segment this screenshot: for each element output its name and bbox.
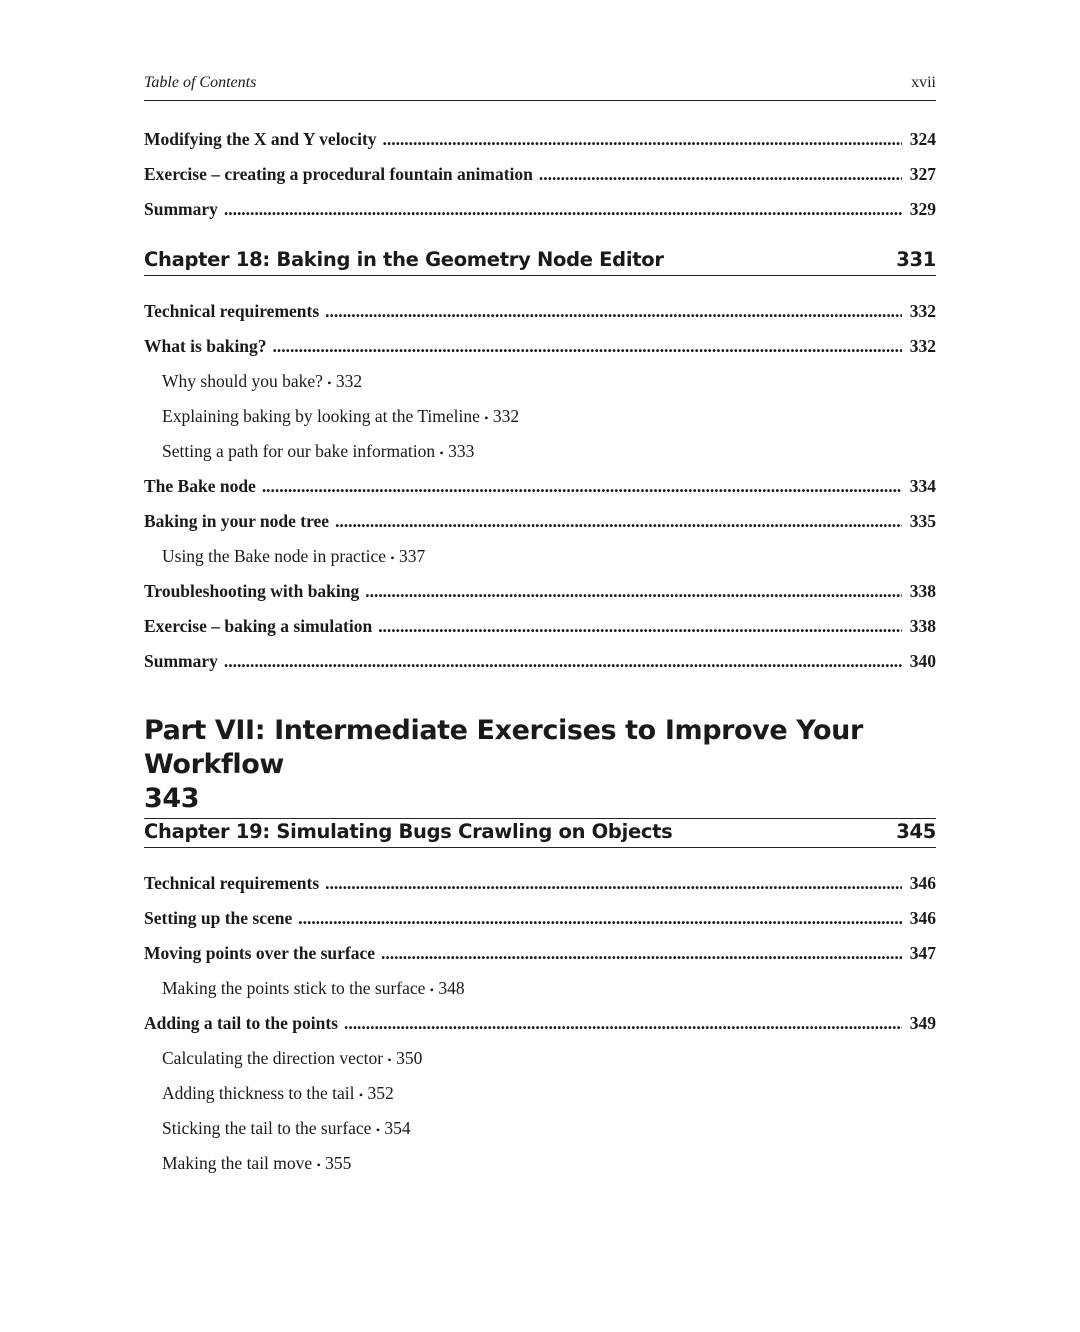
dot-leader	[381, 942, 902, 964]
dot-leader	[344, 1012, 902, 1034]
subentry-title: Setting a path for our bake information	[162, 441, 436, 461]
subentry-title: Calculating the direction vector	[162, 1048, 384, 1068]
subentry-page: 333	[448, 441, 475, 461]
bullet-icon: •	[439, 445, 444, 460]
subentry-page: 337	[398, 546, 426, 566]
page-folio: xvii	[911, 74, 936, 91]
chapter-heading[interactable]	[144, 248, 936, 276]
dot-leader	[383, 128, 902, 150]
entry-title: Adding a tail to the points	[144, 1013, 338, 1033]
toc-entry[interactable]	[144, 615, 936, 637]
subentry-page: 348	[438, 978, 465, 998]
subentry-title: Making the tail move	[162, 1153, 313, 1173]
entry-page: 324	[909, 129, 936, 149]
dot-leader	[273, 335, 902, 357]
subentry-page: 350	[396, 1048, 423, 1068]
entry-title: Summary	[144, 199, 218, 219]
entry-title: Exercise – baking a simulation	[144, 616, 373, 636]
bullet-icon: •	[484, 410, 489, 425]
subentry-title: Sticking the tail to the surface	[162, 1118, 372, 1138]
part-page: 343	[144, 783, 200, 814]
toc-subentry[interactable]	[162, 1047, 422, 1071]
toc-subentry[interactable]	[162, 1152, 351, 1176]
subentry-title: Explaining baking by looking at the Timeline	[162, 406, 480, 426]
bullet-icon: •	[358, 1087, 364, 1102]
toc-entry[interactable]	[144, 650, 936, 672]
subentry-page: 354	[384, 1118, 411, 1138]
dot-leader	[298, 907, 901, 929]
dot-leader	[325, 872, 902, 894]
dot-leader	[378, 615, 902, 637]
running-head	[144, 74, 936, 101]
dot-leader	[224, 198, 902, 220]
entry-page: 338	[909, 616, 936, 636]
chapter-title: Chapter 18: Baking in the Geometry Node Editor	[144, 248, 664, 271]
bullet-icon: •	[327, 375, 332, 390]
entry-title: Modifying the X and Y velocity	[144, 129, 377, 149]
part-title: Part VII: Intermediate Exercises to Improve Your Workflow	[144, 715, 863, 780]
dot-leader	[335, 510, 902, 532]
chapter-page: 345	[896, 820, 936, 843]
entry-page: 346	[909, 873, 936, 893]
toc-entry[interactable]	[144, 1012, 936, 1034]
chapter-heading[interactable]	[144, 820, 936, 848]
entry-page: 349	[909, 1013, 936, 1033]
toc-entry[interactable]	[144, 128, 936, 150]
entry-title: What is baking?	[144, 336, 267, 356]
subentry-page: 332	[492, 406, 520, 426]
entry-title: Summary	[144, 651, 218, 671]
toc-entry[interactable]	[144, 580, 936, 602]
entry-title: Setting up the scene	[144, 908, 293, 928]
dot-leader	[539, 163, 902, 185]
part-heading[interactable]	[144, 714, 936, 819]
entry-page: 332	[909, 336, 936, 356]
dot-leader	[224, 650, 902, 672]
entry-title: Technical requirements	[144, 873, 320, 893]
chapter-title: Chapter 19: Simulating Bugs Crawling on Objects	[144, 820, 673, 843]
toc-entry[interactable]	[144, 198, 936, 220]
dot-leader	[365, 580, 901, 602]
entry-page: 346	[909, 908, 936, 928]
bullet-icon: •	[387, 1052, 392, 1067]
entry-title: Baking in your node tree	[144, 511, 330, 531]
bullet-icon: •	[375, 1122, 381, 1137]
entry-page: 335	[909, 511, 936, 531]
chapter-page: 331	[896, 248, 936, 271]
bullet-icon: •	[390, 550, 395, 565]
toc-subentry[interactable]	[162, 405, 519, 429]
toc-subentry[interactable]	[162, 370, 362, 394]
entry-page: 334	[909, 476, 936, 496]
subentry-title: Adding thickness to the tail	[162, 1083, 355, 1103]
subentry-page: 355	[325, 1153, 352, 1173]
entry-page: 329	[909, 199, 936, 219]
dot-leader	[262, 475, 902, 497]
toc-entry[interactable]	[144, 872, 936, 894]
toc-subentry[interactable]	[162, 545, 425, 569]
toc-entry[interactable]	[144, 942, 936, 964]
toc-entry[interactable]	[144, 510, 936, 532]
running-head-title: Table of Contents	[144, 74, 257, 91]
toc-subentry[interactable]	[162, 440, 474, 464]
subentry-title: Making the points stick to the surface	[162, 978, 426, 998]
toc-subentry[interactable]	[162, 1117, 411, 1141]
entry-page: 327	[909, 164, 936, 184]
entry-page: 332	[909, 301, 936, 321]
toc-entry[interactable]	[144, 475, 936, 497]
entry-page: 340	[909, 651, 936, 671]
toc-entry[interactable]	[144, 163, 936, 185]
subentry-title: Using the Bake node in practice	[162, 546, 387, 566]
entry-page: 347	[909, 943, 936, 963]
toc-entry[interactable]	[144, 907, 936, 929]
toc-subentry[interactable]	[162, 1082, 394, 1106]
toc-entry[interactable]	[144, 335, 936, 357]
bullet-icon: •	[316, 1157, 321, 1172]
subentry-title: Why should you bake?	[162, 371, 323, 391]
entry-title: Troubleshooting with baking	[144, 581, 360, 601]
toc-entry[interactable]	[144, 300, 936, 322]
entry-title: Moving points over the surface	[144, 943, 376, 963]
bullet-icon: •	[429, 982, 434, 997]
entry-title: Technical requirements	[144, 301, 320, 321]
dot-leader	[325, 300, 902, 322]
subentry-page: 352	[367, 1083, 394, 1103]
entry-page: 338	[909, 581, 936, 601]
subentry-page: 332	[335, 371, 363, 391]
toc-subentry[interactable]	[162, 977, 465, 1001]
entry-title: Exercise – creating a procedural fountain animation	[144, 164, 533, 184]
entry-title: The Bake node	[144, 476, 256, 496]
